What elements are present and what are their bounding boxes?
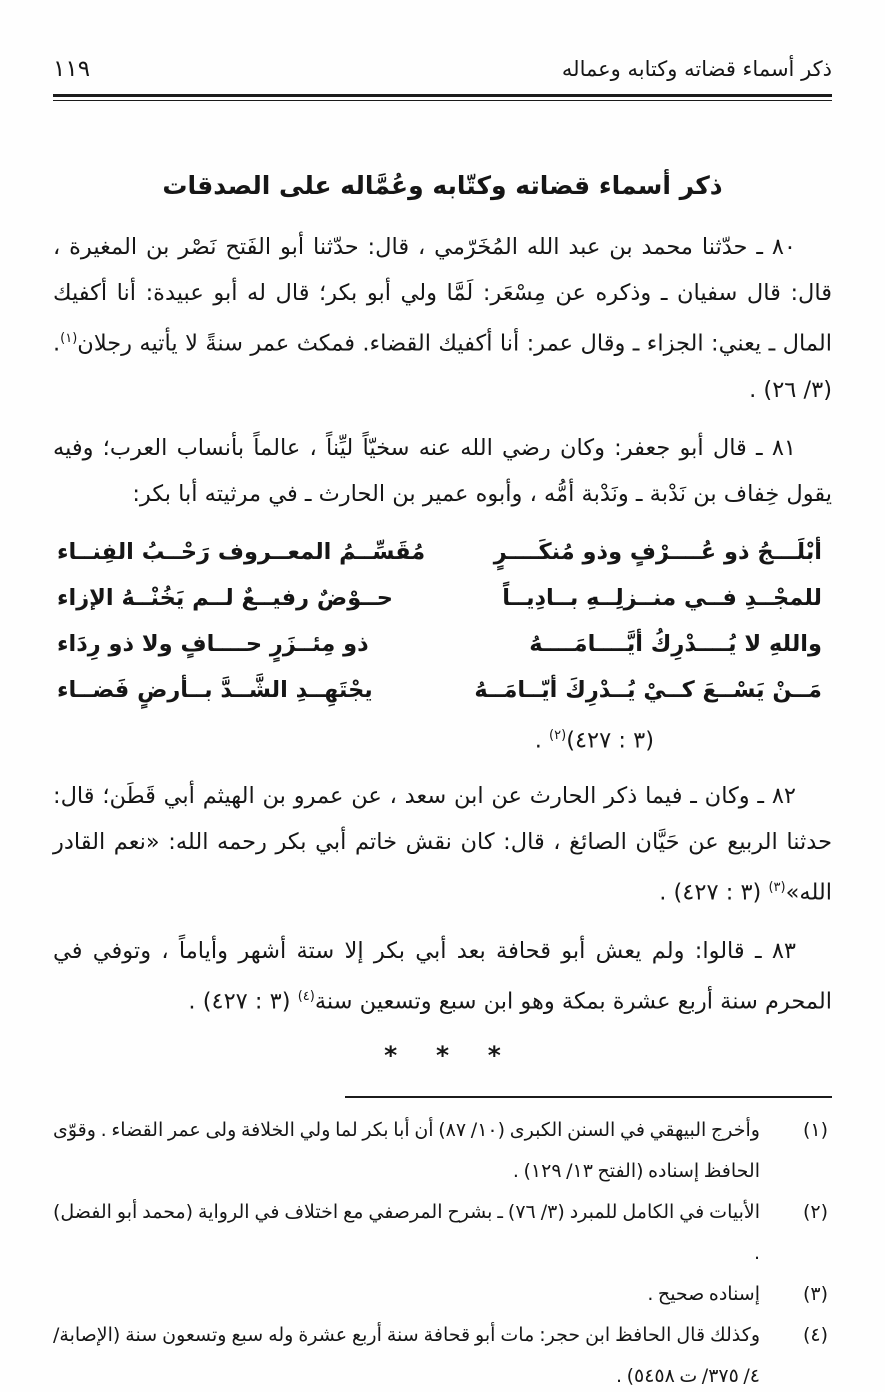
verse-4-left-hemistich: يجْتَهِــدِ الشَّــدَّ بــأرضٍ فَضــاء [57,676,373,703]
verse-2-left-hemistich: حــوْضٌ رفيــعٌ لــم يَخُنْــهُ الإزاء [57,584,393,611]
footnote-3-number: (٣) [802,1283,828,1305]
footnote-marker-2: (٢) [549,727,567,743]
paragraph-81 [53,425,832,517]
paragraph-82 [53,773,832,916]
poem-verse-2 [57,575,822,621]
paragraph-81-text: ٨١ ـ قال أبو جعفر: وكان رضي الله عنه سخيّاً ليِّناً ، عالماً بأنساب العرب؛ وفيه يقول خِفاف بن نَدْبة ـ ونَدْبة أمُّه ، وأبوه عمير بن الحارث ـ في مرثيته أبا بكر: [53,434,832,507]
footnote-2 [53,1192,832,1274]
footnote-4-number: (٤) [802,1324,828,1346]
poem-reference: (٣ : ٤٢٧) [566,727,654,753]
footnote-2-text: الأبيات في الكامل للمبرد (٣/ ٧٦) ـ بشرح المرصفي مع اختلاف في الرواية (محمد أبو الفضل) . [53,1201,760,1264]
footnote-1-number: (١) [802,1119,828,1141]
verse-4-right-hemistich: مَــنْ يَسْــعَ كــيْ يُــدْرِكَ أيّــامَــهُ [474,676,822,703]
footnote-4-text: وكذلك قال الحافظ ابن حجر: مات أبو قحافة سنة أربع عشرة وله سبع وتسعون سنة (الإصابة/ ٤/ ٣٧٥/ ت ٥٤٥٨) . [53,1324,760,1387]
footnote-separator-rule [345,1096,832,1098]
page-body [53,171,832,1076]
poem-verse-3 [57,621,822,667]
paragraph-80-reference: . (٣/ ٢٦) . [53,330,832,403]
page-header [53,56,832,82]
footnote-1-text: وأخرج البيهقي في السنن الكبرى (١٠/ ٨٧) أن أبا بكر لما ولي الخلافة ولى عمر القضاء . وقوّى الحافظ إسناده (الفتح ١٣/ ١٢٩) . [53,1119,760,1182]
footnote-marker-3: (٣) [768,880,786,895]
page-number: ١١٩ [53,56,91,82]
section-divider-stars: * * * [384,1041,501,1070]
paragraph-82-reference: (٣ : ٤٢٧) . [659,879,769,906]
footnote-3-text: إسناده صحيح . [647,1283,760,1305]
running-head: ذكر أسماء قضاته وكتابه وعماله [561,57,832,81]
paragraph-80-text: ٨٠ ـ حدّثنا محمد بن عبد الله المُخَرّمي ، قال: حدّثنا أبو الفَتح نَصْر بن المغيرة ، قال: قال سفيان ـ وذكره عن مِسْعَر: لَمَّا ولي أبو بكر؛ قال له أبو عبيدة: أنا أكفيك المال ـ يعني: الجزاء ـ وقال عمر: أنا أكفيك القضاء. فمكث عمر سنةً لا يأتيه رجلان [53,234,832,357]
verse-1-right-hemistich: أبْلَـــجُ ذو عُــــرْفٍ وذو مُنكَــــرٍ [493,538,822,565]
poem-verse-4 [57,667,822,713]
footnote-marker-4: (٤) [297,988,315,1004]
poem [57,529,822,764]
verse-1-left-hemistich: مُقَسِّــمُ المعــروف رَحْــبُ الفِنــاء [57,538,426,565]
footnote-4 [53,1315,832,1392]
paragraph-80 [53,224,832,413]
header-rule [53,94,832,101]
verse-2-right-hemistich: للمجْــدِ فــي منــزلِــهِ بــادِيــاً [502,584,822,611]
poem-verse-1 [57,529,822,575]
footnote-1 [53,1110,832,1192]
poem-reference-tail: . [534,727,550,753]
paragraph-83-text: ٨٣ ـ قالوا: ولم يعش أبو قحافة بعد أبي بكر إلا ستة أشهر وأياماً ، وتوفي في المحرم سنة أربع عشرة بمكة وهو ابن سبع وتسعين سنة [53,937,832,1014]
paragraph-83 [53,928,832,1025]
footnotes-section [53,1096,832,1392]
footnote-2-number: (٢) [802,1201,828,1223]
verse-3-left-hemistich: ذو مِئــزَرٍ حــــافٍ ولا ذو رِدَاء [57,630,369,657]
footnote-3 [53,1274,832,1315]
paragraph-82-text: ٨٢ ـ وكان ـ فيما ذكر الحارث عن ابن سعد ، عن عمرو بن الهيثم أبي قَطَن؛ قال: حدثنا الربيع عن حَيَّان الصائغ ، قال: كان نقش خاتم أبي بكر رحمه الله: «نعم القادر الله» [53,783,832,906]
verse-3-right-hemistich: واللهِ لا يُــــدْرِكُ أيَّــــامَــــهُ [529,630,822,657]
poem-reference-line [57,713,822,764]
section-heading: ذكر أسماء قضاته وكتّابه وعُمَّاله على الصدقات [162,171,723,200]
paragraph-83-reference: (٣ : ٤٢٧) . [188,988,298,1014]
footnote-marker-1: (١) [60,331,78,346]
